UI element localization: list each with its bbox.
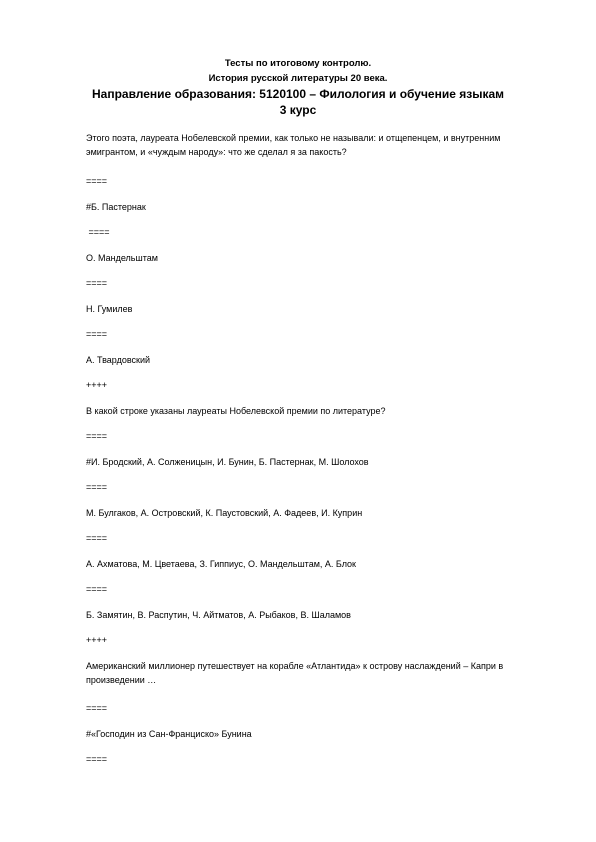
header-title: Тесты по итоговому контролю. xyxy=(224,58,372,69)
answer-correct: #И. Бродский, А. Солженицын, И. Бунин, Б. Пастернак, М. Шолохов xyxy=(86,457,369,467)
separator: ==== xyxy=(86,176,108,186)
header-subject: История русской литературы 20 века. xyxy=(208,73,388,84)
question-separator: ++++ xyxy=(86,635,108,645)
separator: ==== xyxy=(86,278,108,288)
separator: ==== xyxy=(86,431,108,441)
separator: ==== xyxy=(86,703,108,713)
answer-correct: #Б. Пастернак xyxy=(86,202,146,212)
header-course: 3 курс xyxy=(279,103,317,117)
answer-correct: #«Господин из Сан-Франциско» Бунина xyxy=(86,729,252,739)
answer-option: О. Мандельштам xyxy=(86,253,158,263)
separator: ==== xyxy=(86,227,110,237)
separator: ==== xyxy=(86,329,108,339)
question-1-text: Этого поэта, лауреата Нобелевской премии, как только не называли: и отщепенцем, и внутренним эмигрантом, и «чуждым народу»: что же сделал я за пакость? xyxy=(86,133,503,157)
answer-option: А. Ахматова, М. Цветаева, З. Гиппиус, О. Мандельштам, А. Блок xyxy=(86,559,356,569)
question-separator: ++++ xyxy=(86,380,108,390)
answer-option: А. Твардовский xyxy=(86,355,151,365)
separator: ==== xyxy=(86,754,108,764)
separator: ==== xyxy=(86,482,108,492)
separator: ==== xyxy=(86,584,108,594)
answer-option: Б. Замятин, В. Распутин, Ч. Айтматов, А. Рыбаков, В. Шаламов xyxy=(86,610,351,620)
answer-option: Н. Гумилев xyxy=(86,304,133,314)
answer-option: М. Булгаков, А. Островский, К. Паустовский, А. Фадеев, И. Куприн xyxy=(86,508,363,518)
document-header xyxy=(0,56,596,118)
question-3-text: Американский миллионер путешествует на корабле «Атлантида» к острову наслаждений – Капри в произведении … xyxy=(86,661,506,685)
header-direction: Направление образования: 5120100 – Филология и обучение языкам xyxy=(91,87,504,101)
question-2-text: В какой строке указаны лауреаты Нобелевской премии по литературе? xyxy=(86,406,386,416)
separator: ==== xyxy=(86,533,108,543)
